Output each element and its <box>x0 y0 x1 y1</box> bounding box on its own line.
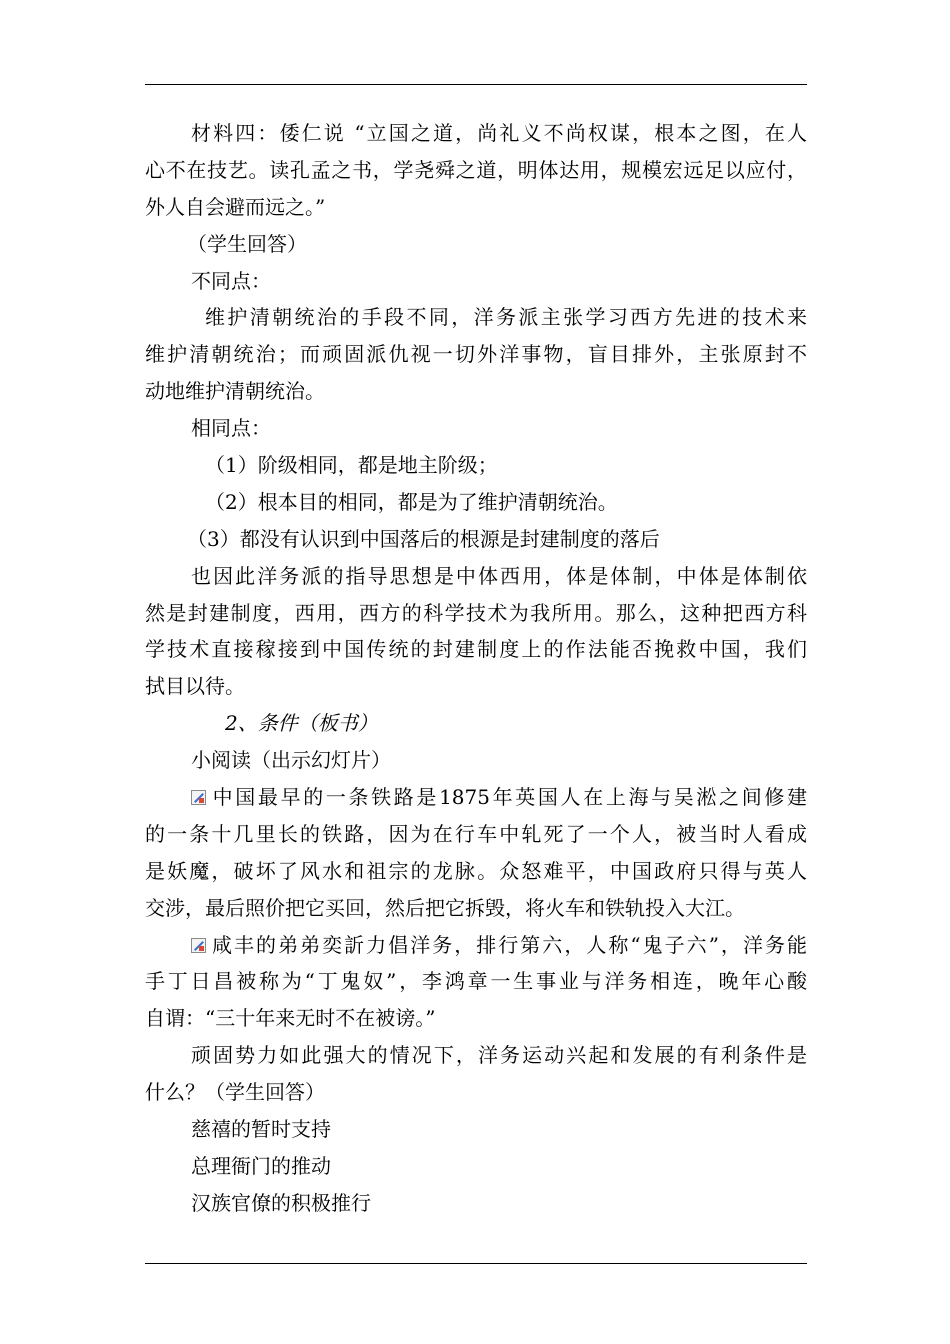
text-line: 的一条十几里长的铁路，因为在行车中轧死了一个人，被当时人看成 <box>145 821 807 846</box>
list-item: 汉族官僚的积极推行 <box>191 1190 371 1215</box>
text-line: 维护清朝统治；而顽固派仇视一切外洋事物，盲目排外，主张原封不 <box>145 342 807 367</box>
text-line: 拭目以待。 <box>145 674 245 699</box>
text-line: 手丁日昌被称为“丁鬼奴”，李鸿章一生事业与洋务相连，晚年心酸 <box>145 969 807 994</box>
text-line: 自谓：“三十年来无时不在被谤。” <box>145 1006 436 1031</box>
list-item: 慈禧的暂时支持 <box>191 1117 331 1142</box>
list-item: （1）阶级相同，都是地主阶级； <box>205 453 498 478</box>
text-line: 学技术直接稼接到中国传统的封建制度上的作法能否挽救中国，我们 <box>145 637 807 662</box>
list-item: 总理衙门的推动 <box>191 1153 331 1178</box>
text-line: 是妖魔，破坏了风水和祖宗的龙脉。众怒难平，中国政府只得与英人 <box>145 858 807 883</box>
text-line: 顽固势力如此强大的情况下，洋务运动兴起和发展的有利条件是 <box>191 1043 807 1068</box>
text-line: 然是封建制度，西用，西方的科学技术为我所用。那么，这种把西方科 <box>145 600 807 625</box>
section-label: 相同点： <box>191 416 271 441</box>
text-line: 心不在技艺。读孔孟之书，学尧舜之道，明体达用，规模宏远足以应付， <box>145 157 807 182</box>
text-line: 维护清朝统治的手段不同，洋务派主张学习西方先进的技术来 <box>205 305 807 330</box>
document-body <box>145 115 807 1222</box>
header-rule <box>145 84 807 85</box>
section-heading: 2、条件（板书） <box>225 711 378 736</box>
text-line: 咸丰的弟弟奕訢力倡洋务，排行第六，人称“鬼子六”，洋务能 <box>145 927 807 964</box>
text-line: （学生回答） <box>187 231 307 256</box>
text-line: 小阅读（出示幻灯片） <box>191 748 391 773</box>
list-item: （3）都没有认识到中国落后的根源是封建制度的落后 <box>187 526 660 551</box>
text-line: 动地维护清朝统治。 <box>145 379 325 404</box>
text-line: 交涉，最后照价把它买回，然后把它拆毁，将火车和铁轨投入大江。 <box>145 895 745 920</box>
text-line: 也因此洋务派的指导思想是中体西用，体是体制，中体是体制依 <box>191 563 807 588</box>
text-line: 中国最早的一条铁路是1875年英国人在上海与吴淞之间修建 <box>145 779 807 816</box>
section-label: 不同点： <box>191 268 271 293</box>
text-line: 什么？（学生回答） <box>145 1080 325 1105</box>
list-item: （2）根本目的相同，都是为了维护清朝统治。 <box>205 489 618 514</box>
image-placeholder-icon <box>191 938 206 953</box>
text-line: 外人自会避而远之。” <box>145 194 326 219</box>
image-placeholder-icon <box>191 790 206 805</box>
footer-rule <box>145 1263 807 1264</box>
text-line: 材料四：倭仁说 “立国之道，尚礼义不尚权谋，根本之图，在人 <box>191 121 807 145</box>
